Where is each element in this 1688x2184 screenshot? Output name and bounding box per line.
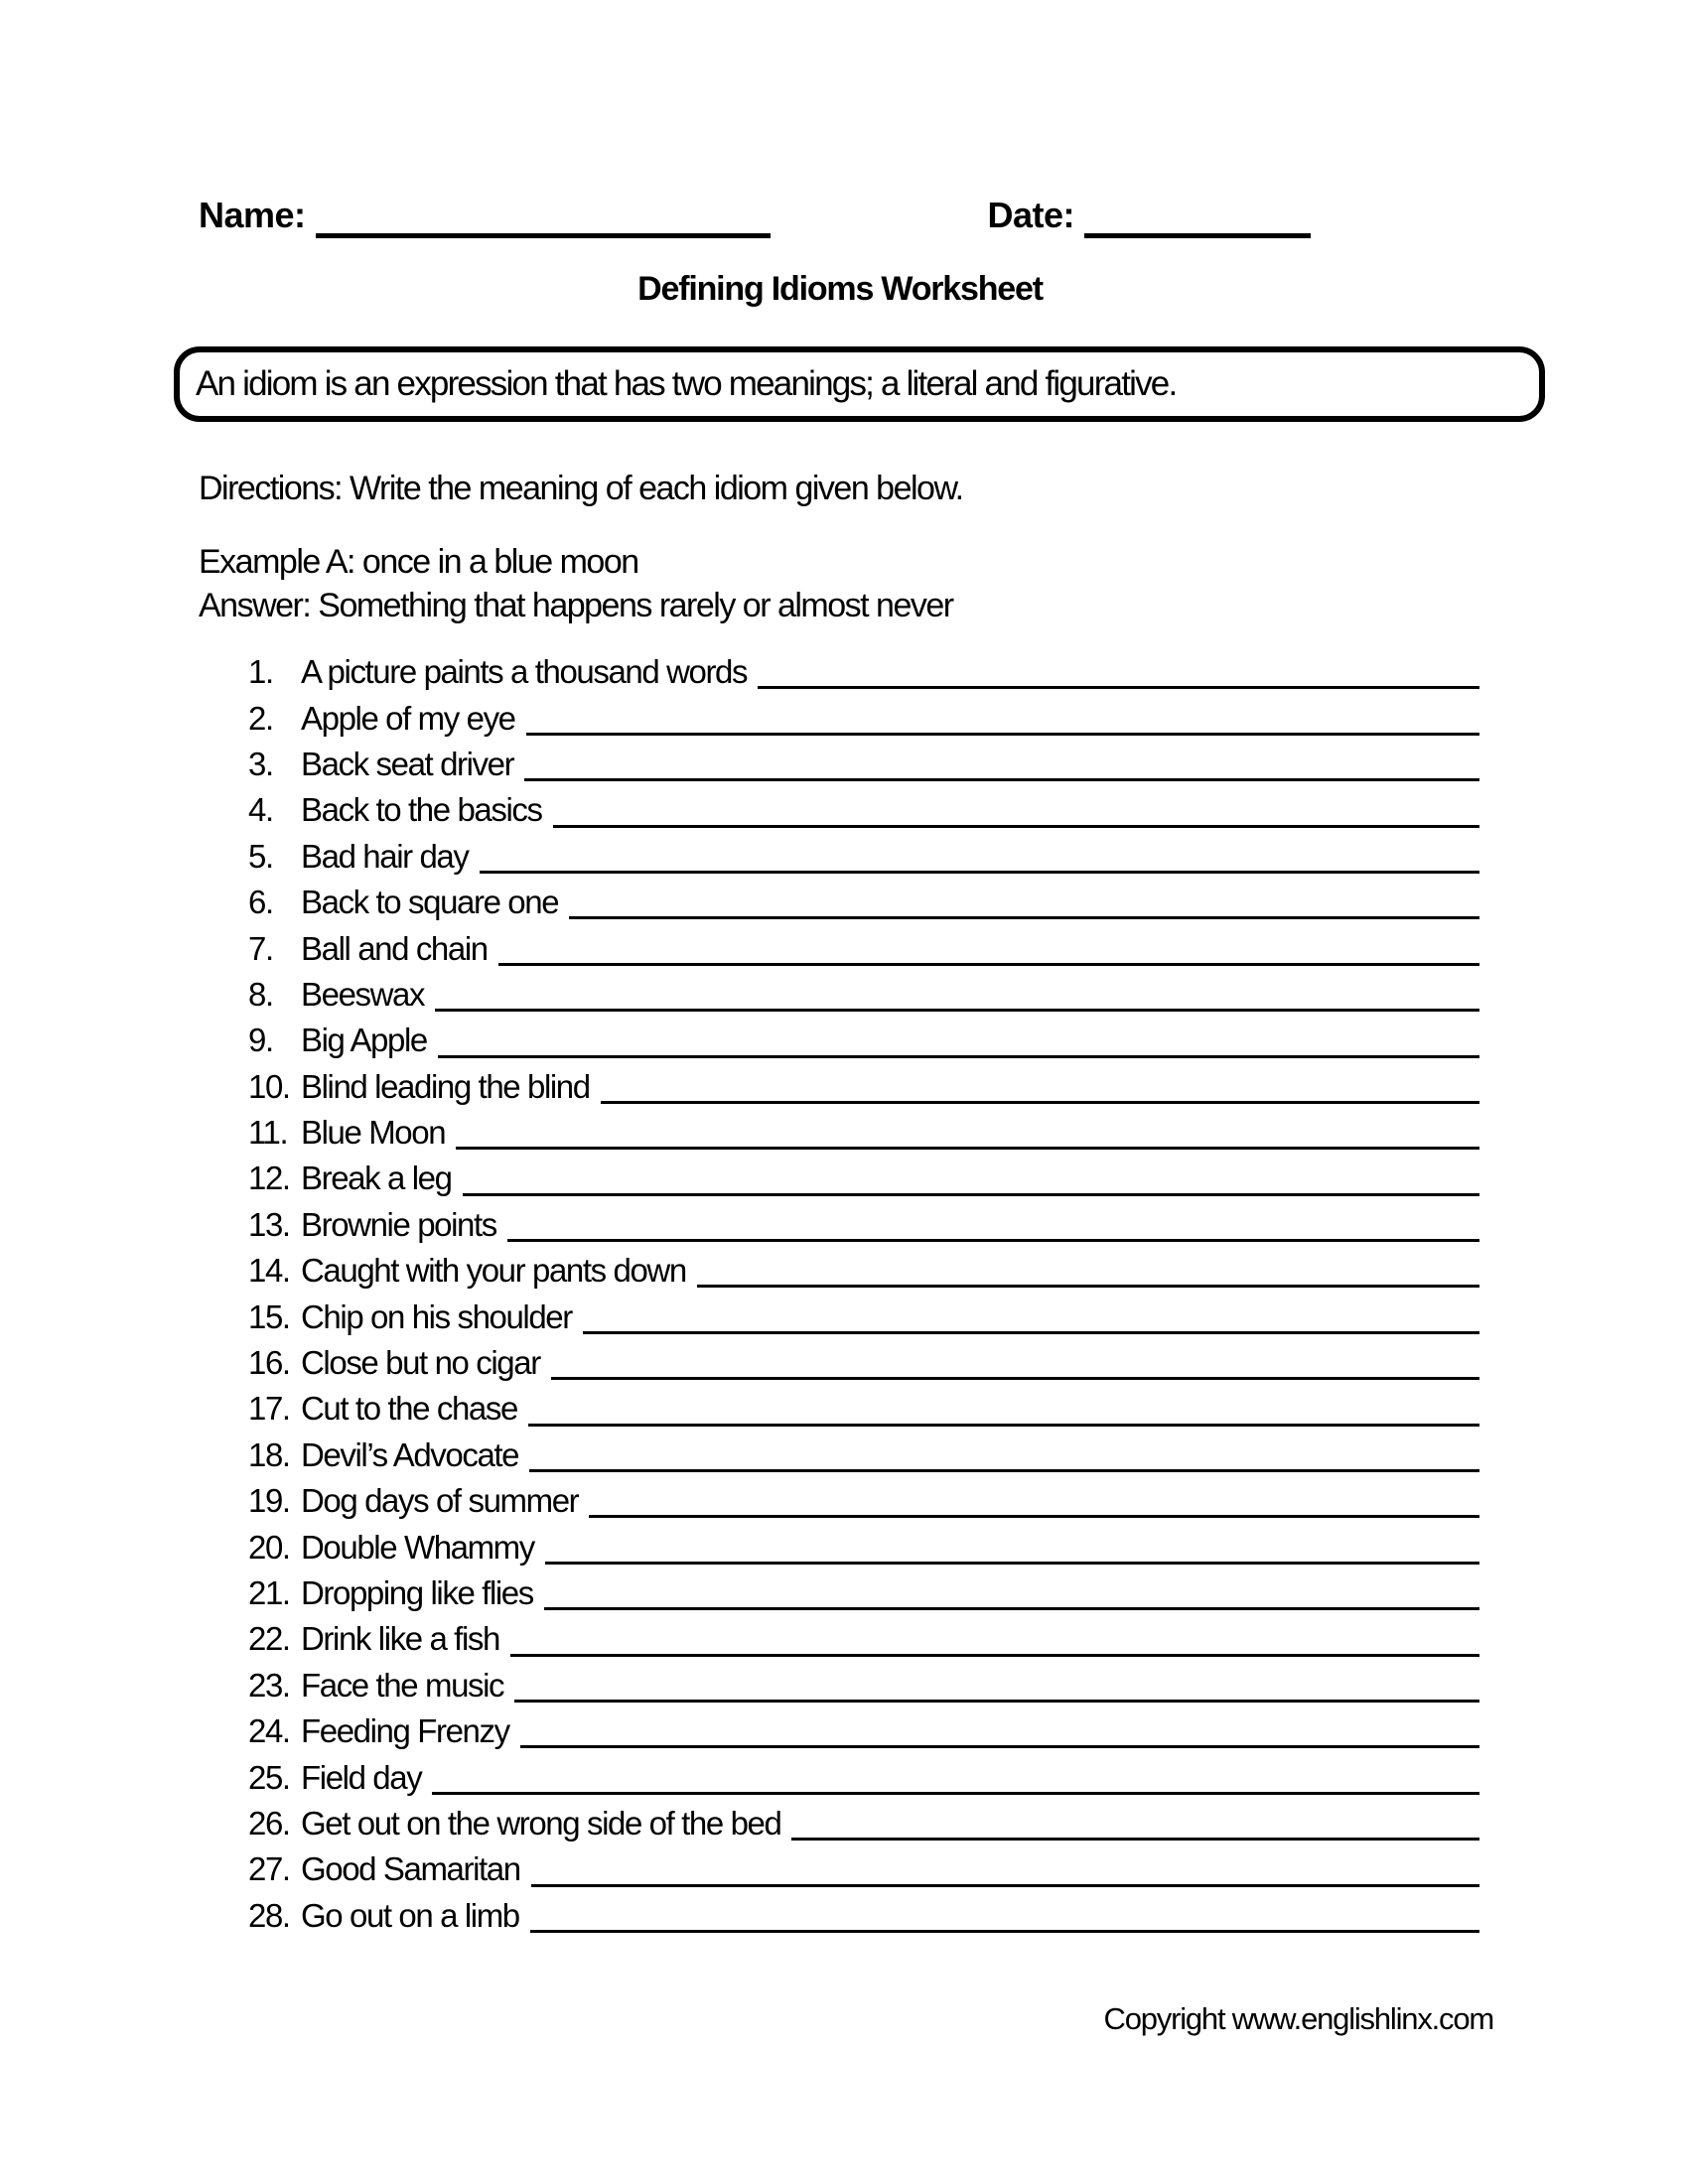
answer-blank-line bbox=[589, 1478, 1479, 1518]
item-number: 23. bbox=[248, 1666, 290, 1704]
answer-blank-line bbox=[432, 1754, 1479, 1794]
item-idiom: Big Apple bbox=[301, 1022, 427, 1059]
item-idiom: Feeding Frenzy bbox=[301, 1712, 509, 1750]
item-number: 7. bbox=[248, 929, 273, 967]
list-item bbox=[248, 834, 1479, 880]
list-item bbox=[248, 925, 1479, 971]
answer-blank-line bbox=[553, 787, 1479, 827]
answer-blank-line bbox=[791, 1801, 1479, 1841]
list-item bbox=[248, 649, 1479, 695]
list-item bbox=[248, 972, 1479, 1018]
answer-blank-line bbox=[551, 1340, 1479, 1380]
item-number: 14. bbox=[248, 1252, 290, 1290]
list-item bbox=[248, 1893, 1479, 1939]
answer-blank-line bbox=[569, 880, 1479, 919]
answer-blank-line bbox=[456, 1110, 1479, 1150]
item-idiom: Back to square one bbox=[301, 884, 559, 921]
item-idiom: Close but no cigar bbox=[301, 1344, 540, 1382]
example-answer: Answer: Something that happens rarely or almost never bbox=[199, 587, 953, 624]
item-idiom: Devil’s Advocate bbox=[301, 1435, 519, 1473]
item-idiom: Field day bbox=[301, 1758, 422, 1796]
list-item bbox=[248, 1570, 1479, 1616]
answer-blank-line bbox=[583, 1294, 1479, 1333]
list-item bbox=[248, 1386, 1479, 1432]
item-number: 4. bbox=[248, 791, 273, 829]
list-item bbox=[248, 1433, 1479, 1478]
item-idiom: Apple of my eye bbox=[301, 699, 515, 737]
answer-blank-line bbox=[435, 972, 1479, 1012]
item-idiom: Ball and chain bbox=[301, 929, 488, 967]
item-idiom: Get out on the wrong side of the bed bbox=[301, 1804, 781, 1842]
list-item bbox=[248, 742, 1479, 787]
list-item bbox=[248, 1156, 1479, 1201]
item-idiom: A picture paints a thousand words bbox=[301, 653, 748, 691]
item-idiom: Dropping like flies bbox=[301, 1574, 533, 1611]
date-blank-line bbox=[1084, 194, 1311, 238]
list-item bbox=[248, 1340, 1479, 1386]
list-item bbox=[248, 1478, 1479, 1524]
item-number: 20. bbox=[248, 1528, 290, 1566]
date-label: Date: bbox=[987, 195, 1074, 235]
item-idiom: Cut to the chase bbox=[301, 1390, 517, 1428]
answer-blank-line bbox=[601, 1064, 1479, 1104]
list-item bbox=[248, 1248, 1479, 1294]
answer-blank-line bbox=[514, 1663, 1479, 1703]
list-item bbox=[248, 1524, 1479, 1570]
item-idiom: Go out on a limb bbox=[301, 1896, 519, 1934]
answer-blank-line bbox=[520, 1708, 1479, 1748]
page-title: Defining Idioms Worksheet bbox=[637, 270, 1043, 308]
item-idiom: Break a leg bbox=[301, 1160, 452, 1197]
answer-blank-line bbox=[526, 695, 1479, 735]
item-number: 1. bbox=[248, 653, 273, 691]
item-number: 25. bbox=[248, 1758, 290, 1796]
list-item bbox=[248, 1801, 1479, 1846]
list-item bbox=[248, 1294, 1479, 1339]
item-number: 18. bbox=[248, 1435, 290, 1473]
item-number: 26. bbox=[248, 1804, 290, 1842]
list-item bbox=[248, 1202, 1479, 1248]
item-number: 21. bbox=[248, 1574, 290, 1611]
item-number: 27. bbox=[248, 1850, 290, 1888]
list-item bbox=[248, 1616, 1479, 1662]
name-blank-line bbox=[316, 194, 771, 238]
date-group bbox=[987, 193, 1311, 238]
idiom-list bbox=[248, 649, 1479, 1939]
list-item bbox=[248, 1663, 1479, 1708]
item-number: 5. bbox=[248, 837, 273, 875]
directions-text: Directions: Write the meaning of each idiom given below. bbox=[199, 470, 963, 507]
item-number: 10. bbox=[248, 1067, 290, 1105]
item-number: 28. bbox=[248, 1896, 290, 1934]
answer-blank-line bbox=[438, 1018, 1479, 1057]
answer-blank-line bbox=[524, 742, 1479, 781]
answer-blank-line bbox=[758, 649, 1479, 689]
item-idiom: Drink like a fish bbox=[301, 1620, 499, 1658]
list-item bbox=[248, 695, 1479, 741]
name-date-row bbox=[199, 189, 1311, 238]
item-number: 15. bbox=[248, 1297, 290, 1335]
item-number: 6. bbox=[248, 884, 273, 921]
list-item bbox=[248, 880, 1479, 925]
answer-blank-line bbox=[480, 834, 1480, 874]
list-item bbox=[248, 1708, 1479, 1754]
item-idiom: Dog days of summer bbox=[301, 1482, 579, 1520]
answer-blank-line bbox=[530, 1893, 1479, 1933]
item-idiom: Double Whammy bbox=[301, 1528, 534, 1566]
item-idiom: Back seat driver bbox=[301, 745, 514, 782]
answer-blank-line bbox=[545, 1524, 1479, 1564]
item-number: 24. bbox=[248, 1712, 290, 1750]
answer-blank-line bbox=[697, 1248, 1479, 1288]
list-item bbox=[248, 1110, 1479, 1156]
item-idiom: Beeswax bbox=[301, 975, 425, 1013]
answer-blank-line bbox=[528, 1386, 1479, 1426]
answer-blank-line bbox=[507, 1202, 1479, 1242]
definition-box bbox=[174, 346, 1545, 422]
list-item bbox=[248, 1754, 1479, 1800]
list-item bbox=[248, 1846, 1479, 1892]
example-prompt: Example A: once in a blue moon bbox=[199, 543, 638, 581]
answer-blank-line bbox=[463, 1156, 1479, 1195]
item-number: 19. bbox=[248, 1482, 290, 1520]
list-item bbox=[248, 1018, 1479, 1063]
item-number: 8. bbox=[248, 975, 273, 1013]
item-number: 9. bbox=[248, 1022, 273, 1059]
definition-text: An idiom is an expression that has two meanings; a literal and figurative. bbox=[196, 364, 1177, 403]
item-number: 2. bbox=[248, 699, 273, 737]
item-idiom: Face the music bbox=[301, 1666, 504, 1704]
item-idiom: Caught with your pants down bbox=[301, 1252, 686, 1290]
item-number: 13. bbox=[248, 1205, 290, 1243]
name-label: Name: bbox=[199, 195, 306, 235]
item-idiom: Bad hair day bbox=[301, 837, 469, 875]
answer-blank-line bbox=[544, 1570, 1479, 1610]
list-item bbox=[248, 1064, 1479, 1110]
item-idiom: Blue Moon bbox=[301, 1114, 446, 1152]
item-idiom: Chip on his shoulder bbox=[301, 1297, 572, 1335]
answer-blank-line bbox=[529, 1433, 1479, 1472]
copyright-text: Copyright www.englishlinx.com bbox=[1103, 2001, 1493, 2036]
item-idiom: Brownie points bbox=[301, 1205, 496, 1243]
item-idiom: Back to the basics bbox=[301, 791, 542, 829]
answer-blank-line bbox=[510, 1616, 1479, 1656]
item-number: 16. bbox=[248, 1344, 290, 1382]
item-idiom: Blind leading the blind bbox=[301, 1067, 590, 1105]
item-idiom: Good Samaritan bbox=[301, 1850, 520, 1888]
item-number: 17. bbox=[248, 1390, 290, 1428]
item-number: 12. bbox=[248, 1160, 290, 1197]
item-number: 11. bbox=[248, 1114, 288, 1152]
answer-blank-line bbox=[531, 1846, 1479, 1886]
item-number: 22. bbox=[248, 1620, 290, 1658]
list-item bbox=[248, 787, 1479, 833]
item-number: 3. bbox=[248, 745, 273, 782]
answer-blank-line bbox=[498, 925, 1479, 965]
